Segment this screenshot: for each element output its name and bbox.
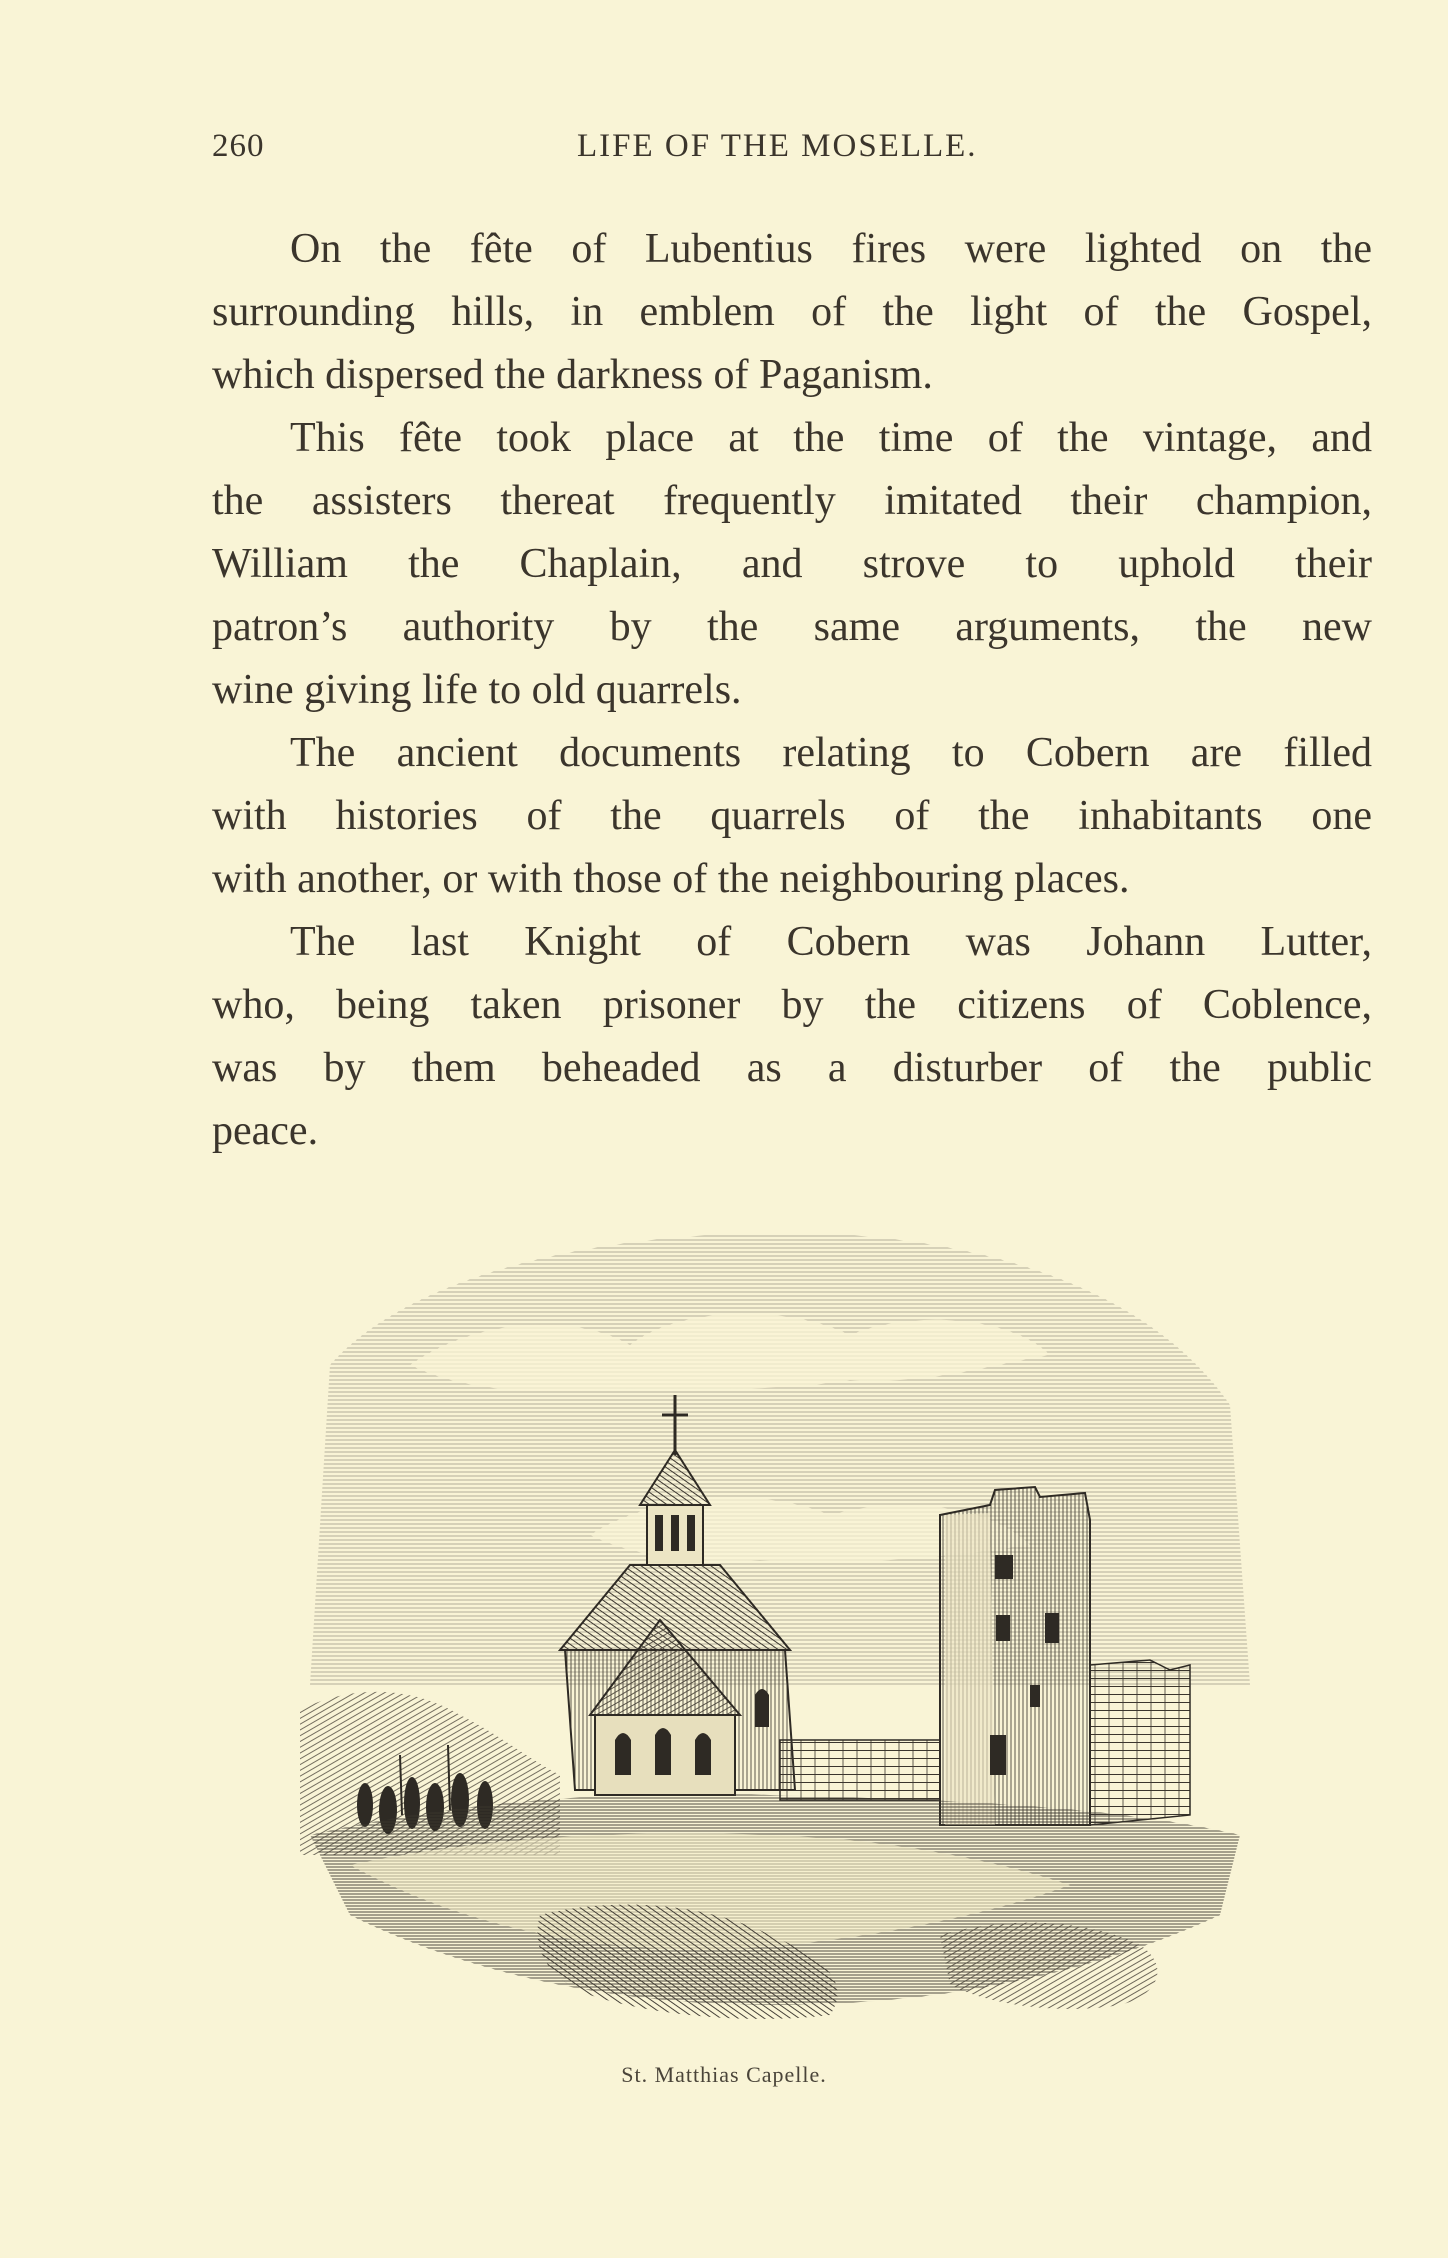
text-line: peace. [212, 1108, 319, 1154]
text-line: William the Chaplain, and strove to uphold their [212, 541, 1372, 587]
text-line: wine giving life to old quarrels. [212, 667, 742, 713]
text-line: the assisters thereat frequently imitated their champion, [212, 478, 1372, 524]
illustration-caption: St. Matthias Capelle. [621, 2062, 827, 2087]
text-line: surrounding hills, in emblem of the light of the Gospel, [212, 289, 1372, 335]
sky-shading [310, 1233, 1250, 1685]
text-line: The ancient documents relating to Cobern are filled [290, 730, 1372, 776]
chapel-engraving [290, 1215, 1270, 2045]
text-line: patron’s authority by the same arguments, the new [212, 604, 1372, 650]
engraving-illustration [290, 1215, 1270, 2045]
text-line: who, being taken prisoner by the citizens of Coblence, [212, 982, 1372, 1028]
text-line: was by them beheaded as a disturber of the public [212, 1045, 1372, 1091]
body-text [212, 218, 1372, 1163]
running-title: LIFE OF THE MOSELLE. [577, 128, 978, 164]
text-line: The last Knight of Cobern was Johann Lutter, [290, 919, 1372, 965]
text-line: This fête took place at the time of the vintage, and [290, 415, 1372, 461]
text-line: which dispersed the darkness of Paganism. [212, 352, 933, 398]
text-line: On the fête of Lubentius fires were lighted on the [290, 226, 1372, 272]
page-header [212, 128, 1232, 178]
page-number: 260 [212, 128, 265, 164]
text-line: with another, or with those of the neighbouring places. [212, 856, 1130, 902]
text-line: with histories of the quarrels of the inhabitants one [212, 793, 1372, 839]
